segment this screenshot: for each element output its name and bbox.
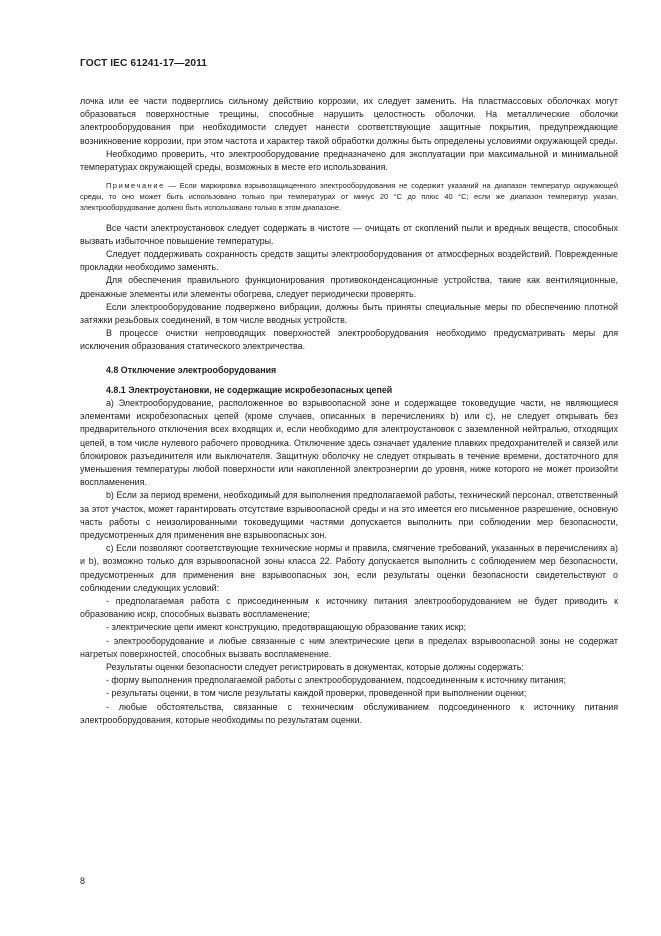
document-body (80, 95, 618, 727)
body-paragraph: Результаты оценки безопасности следует регистрировать в документах, которые должны содержать: (106, 662, 524, 672)
document-header: ГОСТ IEC 61241-17—2011 (80, 58, 208, 69)
body-paragraph: лочка или ее части подверглись сильному действию коррозии, их следует заменить. На пластмассовых оболочках могут образоваться поверхностные трещины, способные нарушить целостность оболочки. На металлические оболочки электрооборудования при необходимости следует нанести соответствующие защитные покрытия, предупреждающие возникновение коррозии, при этом частота и характер такой обработки должны быть определены условиями окружающей среды. (80, 96, 618, 146)
body-paragraph: Необходимо проверить, что электрооборудование предназначено для эксплуатации при максимальной и минимальной температурах окружающей среды, возможных в месте его использования. (80, 148, 618, 173)
body-paragraph: Если электрооборудование подвержено вибрации, должны быть приняты специальные меры по обеспечению плотной затяжки резьбовых соединений, в том числе вводных устройств. (80, 301, 618, 325)
section-heading: 4.8 Отключение электрооборудования (106, 364, 277, 375)
page-number: 8 (80, 876, 86, 886)
body-paragraph: b) Если за период времени, необходимый для выполнения предполагаемой работы, технический персонал, ответственный за этот участок, может гарантировать отсутствие взрывоопасной среды и на это имеется его письменное разрешение, основную часть работы с неизолированными токоведущими частями допускается выполнить при соблюдении мер безопасности, предусмотренных для применения вне взрывоопасных зон. (80, 490, 618, 540)
body-paragraph: а) Электрооборудование, расположенное во взрывоопасной зоне и содержащее токоведущие части, не являющиеся элементами искробезопасных цепей (кроме случаев, описанных в перечислениях b) или с), не следует открывать без предварительного отключения всех входящих и, если необходимо для электроустановок с заземленной нейтралью, отходящих цепей, в том числе нулевого рабочего проводника. Отключение здесь означает удаление плавких предохранителей и связей или блокировок разъединителя или выключателя. Защитную оболочку не следует открывать в течение времени, достаточного для уменьшения температуры любой поверхности или накопленной электроэнергии до уровня, ниже которого не может произойти воспламенения. (80, 397, 618, 488)
list-item: - любые обстоятельства, связанные с техническим обслуживанием подсоединенного к источнику питания электрооборудования, которые необходимы по результатам оценки. (80, 701, 618, 725)
list-item: - форму выполнения предполагаемой работы с электрооборудованием, подсоединенным к источнику питания; (106, 675, 566, 686)
note-paragraph (80, 180, 618, 213)
body-paragraph: Следует поддерживать сохранность средств защиты электрооборудования от атмосферных воздействий. Поврежденные прокладки необходимо заменять. (80, 248, 618, 273)
body-paragraph: Для обеспечения правильного функционирования противоконденсационные устройства, такие как вентиляционные, дренажные элементы или элементы обогрева, следует периодически проверять. (80, 275, 618, 299)
note-label: Примечание (106, 181, 165, 191)
body-paragraph: Все части электроустановок следует содержать в чистоте — очищать от скоплений пыли и вредных веществ, способных вызвать избыточное повышение температуры. (80, 222, 618, 246)
list-item: - электрооборудование и любые связанные с ним электрические цепи в пределах взрывоопасной зоны не содержат нагретых поверхностей, способных вызвать воспламенение. (80, 635, 618, 659)
body-paragraph: с) Если позволяют соответствующие технические нормы и правила, смягчение требований, указанных в перечислениях а) и b), возможно только для взрывоопасной зоны класса 22. Работу допускается выполнить с соблюдением мер безопасности, предусмотренных для применения вне взрывоопасных зон, если результаты оценки безопасности свидетельствуют о соблюдении следующих условий: (80, 543, 618, 593)
body-paragraph: В процессе очистки непроводящих поверхностей электрооборудования необходимо предусматривать меры для исключения образования статического электричества. (80, 328, 618, 352)
note-text: — Если маркировка взрывозащищенного электрооборудования не содержит указаний на диапазон температур окружающей среды, то оно может быть использовано только при температурах от минус 20 °С до плюс 40 °С; если же диапазон температур указан, электрооборудование должно быть использовано только в этом диапазоне. (80, 181, 618, 213)
list-item: - предполагаемая работа с присоединенным к источнику питания электрооборудованием не будет приводить к образованию искр, способных вызвать воспламенение; (80, 595, 618, 620)
list-item: - результаты оценки, в том числе результаты каждой проверки, проведенной при выполнении оценки; (106, 688, 527, 699)
subsection-heading: 4.8.1 Электроустановки, не содержащие искробезопасных цепей (106, 384, 393, 395)
list-item: - электрические цепи имеют конструкцию, предотвращающую образование таких искр; (106, 622, 467, 633)
